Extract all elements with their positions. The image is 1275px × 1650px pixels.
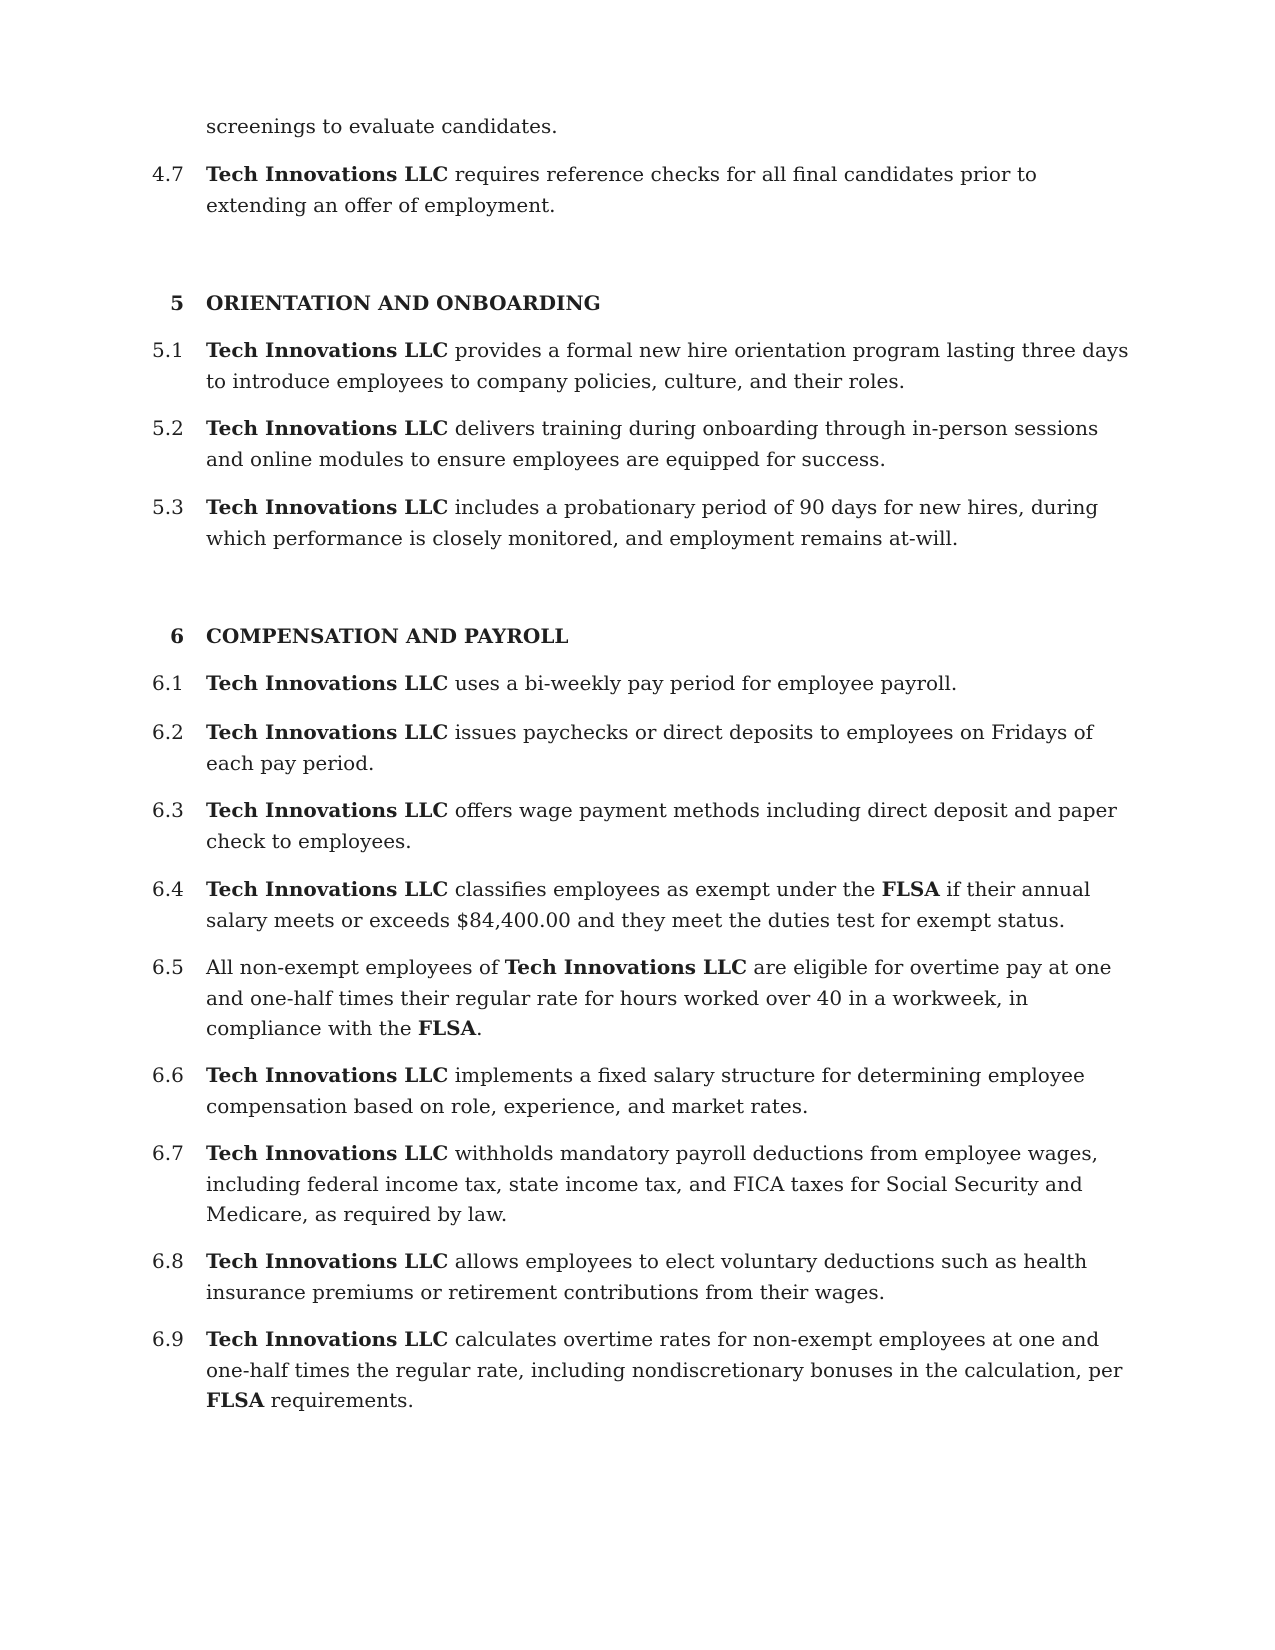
- text-run: classifies employees as exempt under the: [448, 877, 882, 901]
- bold-term: Tech Innovations LLC: [206, 1141, 449, 1165]
- clause-number: 6.1: [152, 671, 184, 695]
- clause-paragraph: [152, 1324, 1132, 1416]
- bold-term: Tech Innovations LLC: [206, 1327, 449, 1351]
- text-run: requires reference checks for all final candidates prior to extending an offer of employment.: [206, 162, 1037, 217]
- clause-text: [206, 795, 1132, 856]
- text-run: delivers training during onboarding through in-person sessions and online modules to ensure employees are equipped for success.: [206, 416, 1099, 471]
- bold-term: Tech Innovations LLC: [504, 955, 748, 979]
- clause-text: [206, 335, 1132, 396]
- clause-paragraph: [152, 795, 1132, 856]
- section-number: 6: [170, 624, 184, 648]
- clause-number: 6.7: [152, 1141, 184, 1165]
- clause-text: [206, 1324, 1132, 1416]
- clause-paragraph: [152, 413, 1132, 474]
- text-run: allows employees to elect voluntary deductions such as health insurance premiums or retirement contributions from their wages.: [206, 1249, 1088, 1304]
- text-run: implements a fixed salary structure for determining employee compensation based on role, experience, and market rates.: [206, 1063, 1085, 1118]
- text-run: All non-exempt employees of: [206, 955, 505, 979]
- clause-number: 6.8: [152, 1249, 184, 1273]
- text-run: requirements.: [264, 1388, 414, 1412]
- section-title: ORIENTATION AND ONBOARDING: [206, 291, 601, 315]
- clause-text: [206, 668, 1132, 699]
- bold-term: Tech Innovations LLC: [206, 495, 449, 519]
- section-number: 5: [170, 291, 184, 315]
- section-heading: [152, 621, 1132, 651]
- text-run: issues paychecks or direct deposits to employees on Fridays of each pay period.: [206, 720, 1094, 775]
- clause-paragraph: [152, 1246, 1132, 1307]
- clause-text: [206, 952, 1132, 1044]
- clause-paragraph: [152, 952, 1132, 1044]
- text-run: are eligible for overtime pay at one and one-half times their regular rate for hours worked over 40 in a workweek, in compliance with the: [206, 955, 1112, 1040]
- text-run: offers wage payment methods including direct deposit and paper check to employees.: [206, 798, 1117, 853]
- section-title: COMPENSATION AND PAYROLL: [206, 624, 569, 648]
- bold-term: FLSA: [417, 1016, 477, 1040]
- text-run: withholds mandatory payroll deductions from employee wages, including federal income tax, state income tax, and FICA taxes for Social Security and Medicare, as required by law.: [206, 1141, 1098, 1226]
- clause-number: 6.9: [152, 1327, 184, 1351]
- clause-text: [206, 492, 1132, 553]
- clause-paragraph: [152, 159, 1132, 220]
- bold-term: FLSA: [206, 1388, 265, 1412]
- clause-text: [206, 1138, 1132, 1230]
- bold-term: Tech Innovations LLC: [206, 416, 449, 440]
- clause-text: [206, 1060, 1132, 1121]
- clause-number: 6.3: [152, 798, 184, 822]
- paragraph-continuation: [152, 111, 1132, 142]
- bold-term: FLSA: [881, 877, 940, 901]
- clause-text: [206, 1246, 1132, 1307]
- clause-paragraph: [152, 717, 1132, 778]
- text-run: uses a bi-weekly pay period for employee payroll.: [448, 671, 958, 695]
- clause-number: 6.6: [152, 1063, 184, 1087]
- text-run: screenings to evaluate candidates.: [206, 114, 558, 138]
- clause-number: 5.3: [152, 495, 184, 519]
- clause-text: [206, 413, 1132, 474]
- clause-paragraph: [152, 1060, 1132, 1121]
- bold-term: Tech Innovations LLC: [206, 798, 449, 822]
- clause-paragraph: [152, 492, 1132, 553]
- bold-term: Tech Innovations LLC: [206, 1063, 449, 1087]
- clause-number: 5.2: [152, 416, 184, 440]
- clause-text: [206, 874, 1132, 935]
- clause-number: 6.4: [152, 877, 184, 901]
- text-run: .: [476, 1016, 483, 1040]
- clause-number: 6.5: [152, 955, 184, 979]
- clause-paragraph: [152, 335, 1132, 396]
- text-run: if their annual salary meets or exceeds $84,400.00 and they meet the duties test for exempt status.: [206, 877, 1091, 932]
- clause-number: 5.1: [152, 338, 184, 362]
- clause-text: [206, 111, 1132, 142]
- bold-term: Tech Innovations LLC: [206, 671, 449, 695]
- bold-term: Tech Innovations LLC: [206, 720, 449, 744]
- bold-term: Tech Innovations LLC: [206, 162, 449, 186]
- clause-paragraph: [152, 1138, 1132, 1230]
- section-heading: [152, 288, 1132, 318]
- bold-term: Tech Innovations LLC: [206, 338, 449, 362]
- clause-text: [206, 717, 1132, 778]
- clause-paragraph: [152, 874, 1132, 935]
- clause-paragraph: [152, 668, 1132, 699]
- text-run: provides a formal new hire orientation program lasting three days to introduce employees to company policies, culture, and their roles.: [206, 338, 1129, 393]
- clause-number: 6.2: [152, 720, 184, 744]
- text-run: calculates overtime rates for non-exempt employees at one and one-half times the regular rate, including nondiscretionary bonuses in the calculation, per: [206, 1327, 1123, 1382]
- text-run: includes a probationary period of 90 days for new hires, during which performance is closely monitored, and employment remains at-will.: [206, 495, 1099, 550]
- clause-number: 4.7: [152, 162, 184, 186]
- bold-term: Tech Innovations LLC: [206, 1249, 449, 1273]
- clause-text: [206, 159, 1132, 220]
- bold-term: Tech Innovations LLC: [206, 877, 449, 901]
